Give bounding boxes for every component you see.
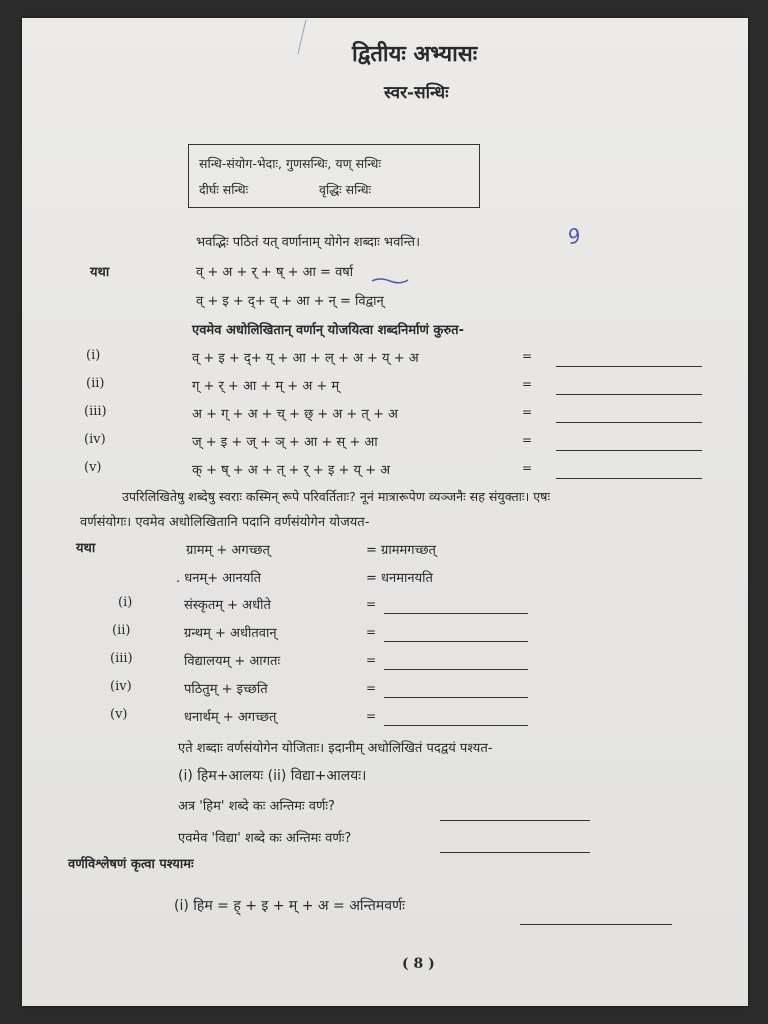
answer-blank[interactable]: [384, 725, 528, 726]
answer-blank[interactable]: [440, 852, 590, 853]
example-3-right: = ग्राममगच्छत्: [366, 543, 436, 558]
topics-line-2b: वृद्धिः सन्धिः: [319, 182, 372, 197]
letter-sum: ग् + र् + आ + म् + अ + म्: [192, 379, 340, 394]
page-title: द्वितीयः अभ्यासः: [352, 41, 478, 67]
page-number: ( 8 ): [402, 956, 435, 972]
example-4-right: = धनमानयति: [366, 571, 433, 586]
word-sum: पठितुम् + इच्छति: [184, 682, 268, 697]
example-3-left: ग्रामम् + अगच्छत्: [186, 543, 270, 558]
equals-sign: =: [522, 377, 533, 391]
item-number: (ii): [86, 376, 105, 391]
answer-blank[interactable]: [384, 641, 528, 642]
item-number: (v): [84, 460, 102, 475]
paragraph-3: (i) हिम+आलयः (ii) विद्या+आलयः।: [178, 768, 367, 784]
word-sum: संस्कृतम् + अधीते: [184, 598, 271, 613]
letter-sum: अ + ग् + अ + च् + छ् + अ + त् + अ: [192, 407, 398, 422]
item-number: (iii): [110, 651, 133, 666]
topics-line-1: सन्धि-संयोग-भेदाः, गुणसन्धिः, यण् सन्धिः: [199, 156, 381, 171]
answer-blank[interactable]: [384, 669, 528, 670]
answer-blank[interactable]: [384, 697, 528, 698]
intro-text: भवद्भिः पठितं यत् वर्णानाम् योगेन शब्दाः भवन्ति।: [196, 235, 421, 250]
item-number: (iii): [84, 404, 107, 419]
item-number: (iv): [84, 432, 106, 447]
example-2: व् + इ + द्+ व् + आ + न् = विद्वान्: [196, 294, 384, 309]
underline-scribble: [370, 276, 410, 284]
instruction-1: एवमेव अधोलिखितान् वर्णान् योजयित्वा शब्दनिर्माणं कुरुत-: [192, 323, 464, 338]
equals-sign: =: [522, 433, 533, 447]
equals-sign: =: [366, 653, 377, 667]
answer-blank[interactable]: [556, 394, 702, 395]
example-1: व् + अ + र् + ष् + आ = वर्षा: [196, 265, 354, 280]
answer-blank[interactable]: [556, 366, 702, 367]
equals-sign: =: [522, 405, 533, 419]
word-sum: धनार्थम् + अगच्छत्: [184, 710, 277, 725]
section-heading-2: वर्णविश्लेषणं कृत्वा पश्यामः: [68, 857, 194, 872]
word-sum: विद्यालयम् + आगतः: [184, 654, 281, 669]
item-number: (i): [118, 595, 133, 610]
letter-sum: व् + इ + द्+ य् + आ + ल् + अ + य् + अ: [192, 351, 419, 366]
equals-sign: =: [366, 709, 377, 723]
answer-blank[interactable]: [384, 613, 528, 614]
example-4-left: . धनम्+ आनयति: [176, 571, 262, 586]
item-number: (iv): [110, 679, 132, 694]
letter-sum: ज् + इ + ज् + ञ् + आ + स् + आ: [192, 435, 378, 450]
paragraph-1-line-2: वर्णसंयोगः। एवमेव अधोलिखितानि पदानि वर्णसंयोगेन योजयत-: [80, 515, 370, 530]
answer-blank[interactable]: [520, 924, 672, 925]
answer-blank[interactable]: [556, 422, 702, 423]
equals-sign: =: [366, 597, 377, 611]
equals-sign: =: [366, 625, 377, 639]
answer-blank[interactable]: [556, 450, 702, 451]
letter-sum: क् + ष् + अ + त् + र् + इ + य् + अ: [192, 463, 391, 478]
paragraph-1-line-1: उपरिलिखितेषु शब्देषु स्वराः कस्मिन् रूपे परिवर्तिताः? नूनं मात्रारूपेण व्यञ्जनैः सह संयुक्ताः। एषः: [122, 489, 551, 504]
paragraph-2: एते शब्दाः वर्णसंयोगेन योजिताः। इदानीम् अधोलिखितं पदद्वयं पश्यत-: [178, 741, 493, 756]
topics-line-2a: दीर्घः सन्धिः: [199, 182, 249, 197]
equals-sign: =: [522, 461, 533, 475]
topics-box: [188, 144, 480, 208]
equals-sign: =: [522, 349, 533, 363]
question-1: अत्र 'हिम' शब्दे कः अन्तिमः वर्णः?: [178, 799, 335, 814]
example-label: यथा: [90, 265, 110, 280]
handwritten-mark: 9: [565, 222, 584, 250]
page-subtitle: स्वर-सन्धिः: [384, 83, 449, 103]
item-number: (v): [110, 707, 128, 722]
answer-blank[interactable]: [440, 820, 590, 821]
answer-blank[interactable]: [556, 478, 702, 479]
question-2: एवमेव 'विद्या' शब्दे कः अन्तिमः वर्णः?: [178, 831, 352, 846]
word-sum: ग्रन्थम् + अधीतवान्: [184, 626, 277, 641]
item-number: (i): [86, 348, 101, 363]
example-label-2: यथा: [76, 541, 96, 556]
equals-sign: =: [366, 681, 377, 695]
item-number: (ii): [112, 623, 131, 638]
analysis-1: (i) हिम = ह् + इ + म् + अ = अन्तिमवर्णः: [174, 898, 405, 914]
textbook-page: [22, 18, 748, 1006]
pen-stroke-mark: [292, 18, 312, 58]
